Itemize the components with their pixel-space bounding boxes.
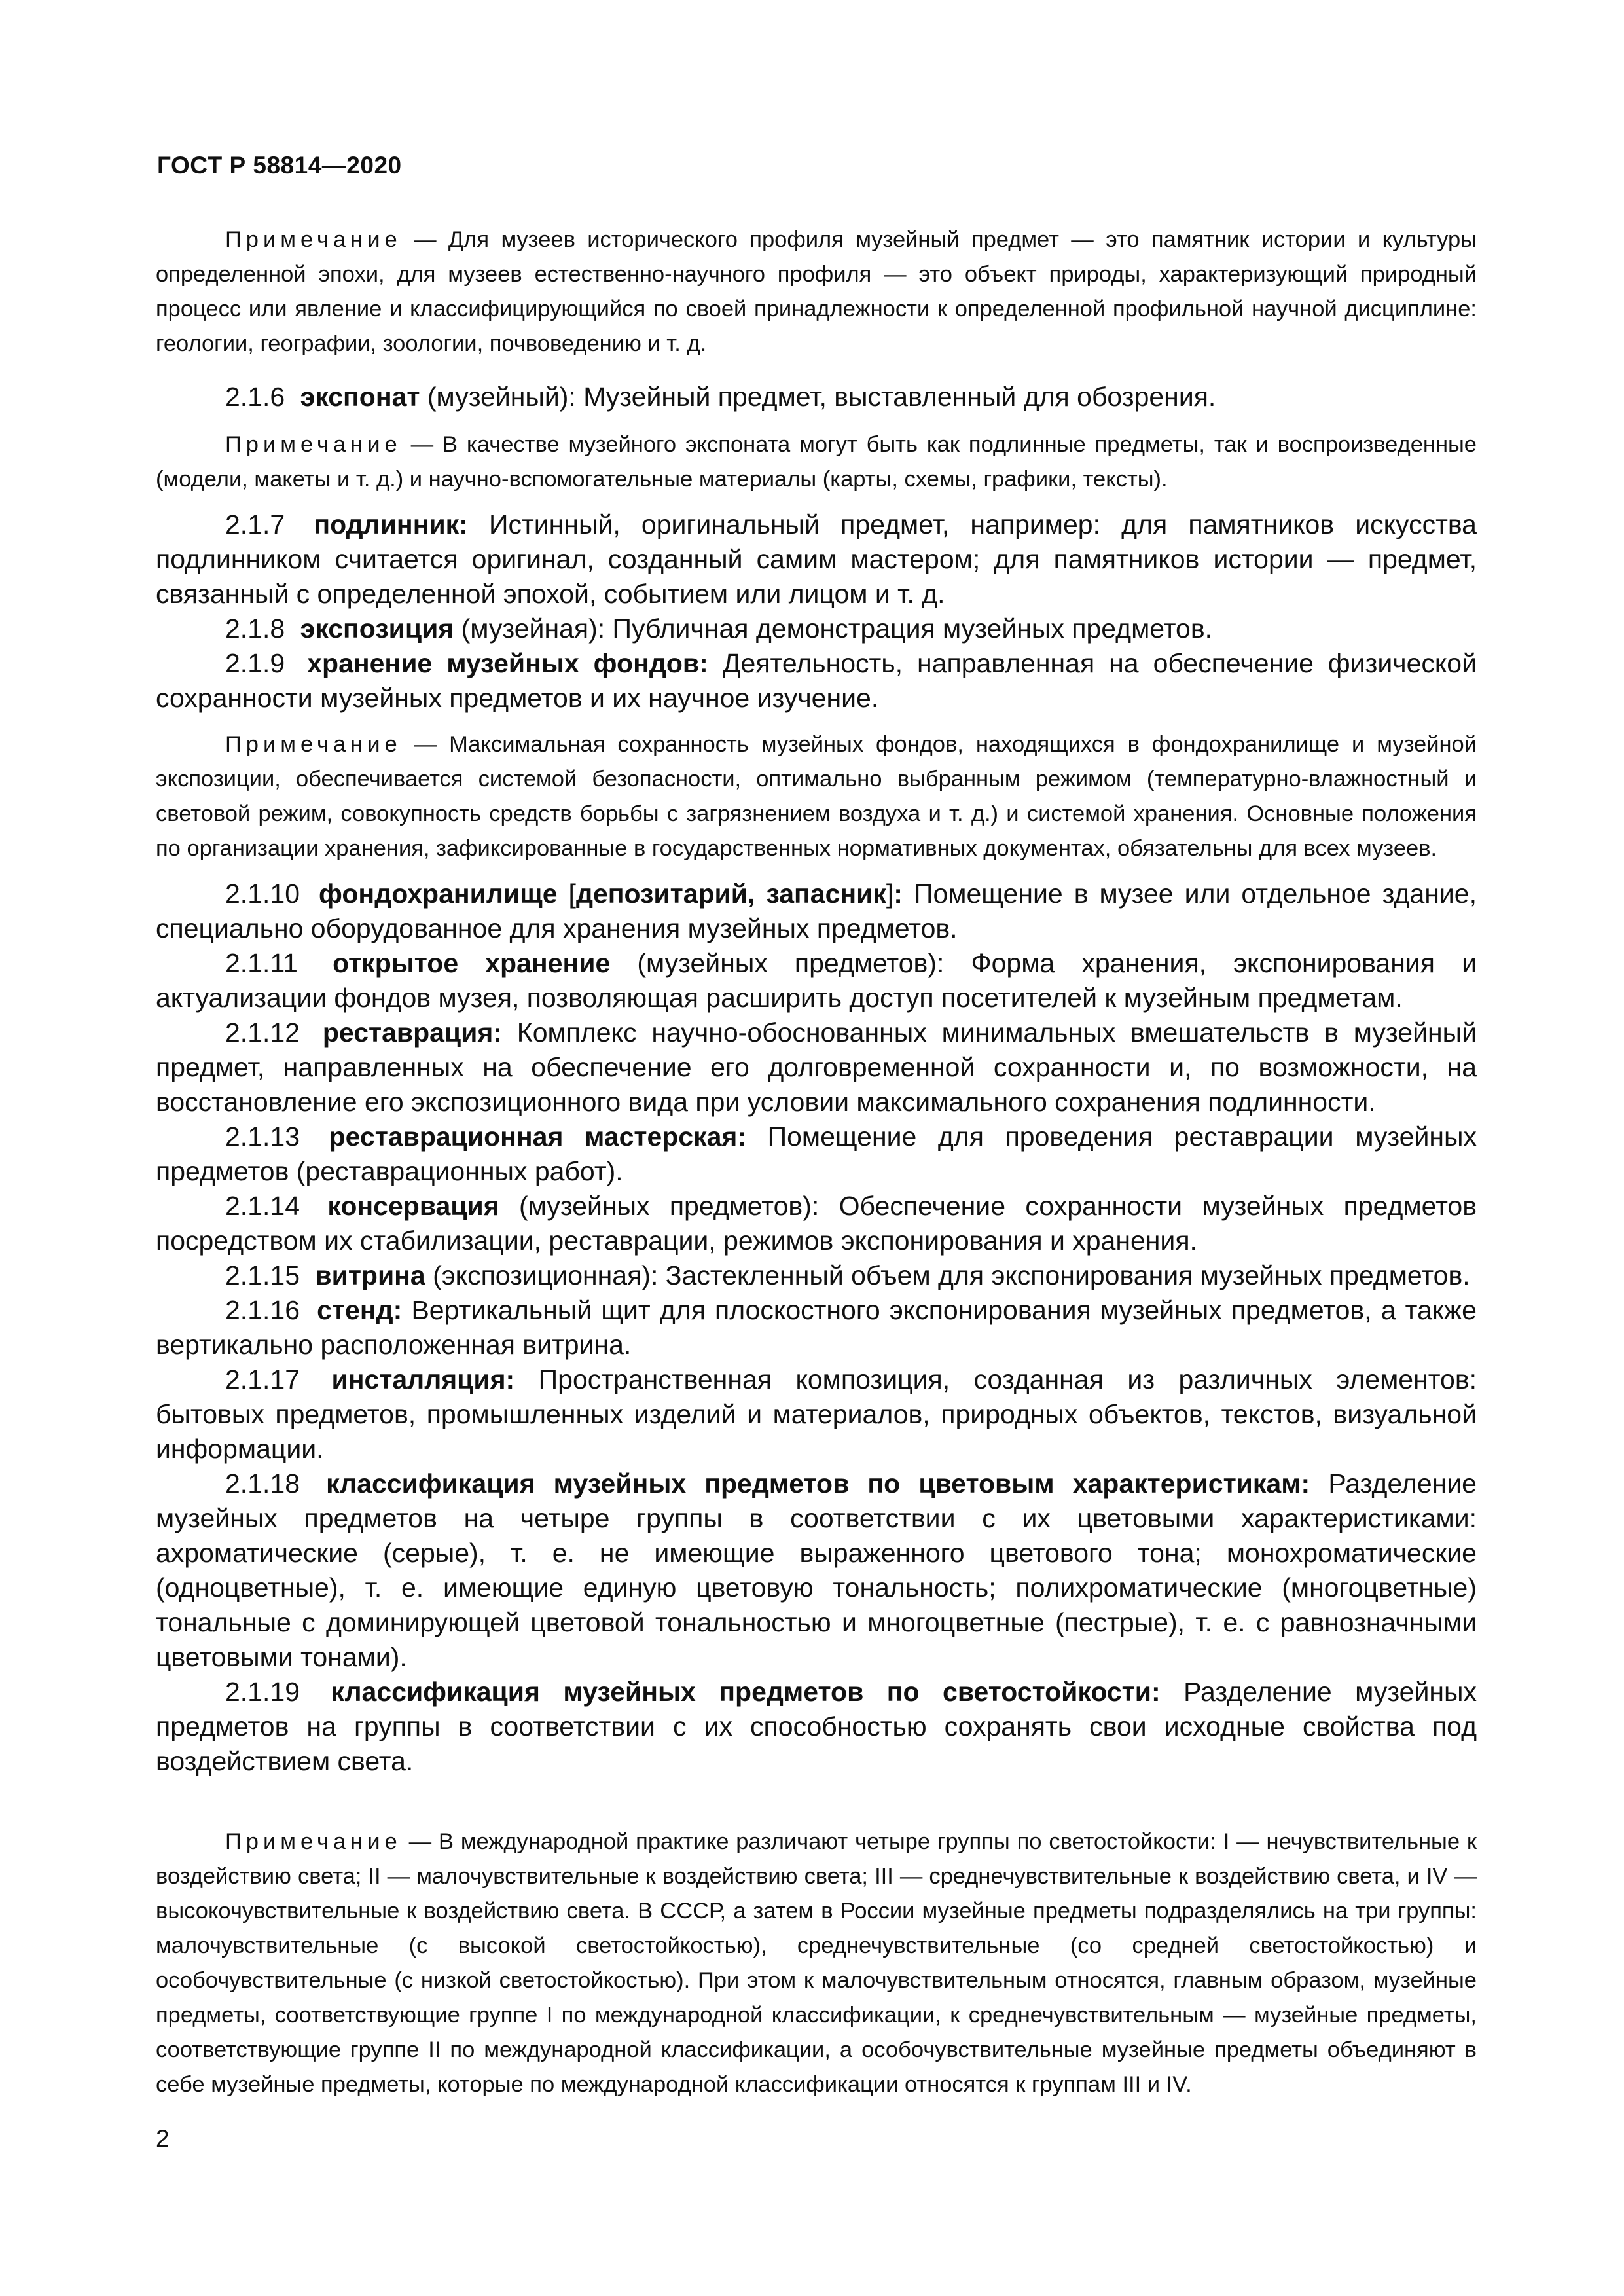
- term-2-1-14: [156, 1189, 1477, 1258]
- note-text: — Максимальная сохранность музейных фондов, находящихся в фондохранилище и музейной экспозиции, обеспечивается системой безопасности, оптимально выбранным режимом (температурно-влажностный и световой режим, совокупность средств борьбы с загрязнением воздуха и т. д.) и системой хранения. Основные положения по организации хранения, зафиксированные в государственных нормативных документах, обязательны для всех музеев.: [156, 732, 1477, 861]
- term-number: 2.1.17: [225, 1364, 300, 1394]
- term-2-1-10: [156, 877, 1477, 946]
- term-qualifier-close: ]: [886, 879, 894, 909]
- note-exhibit: [156, 428, 1477, 497]
- term-definition: : Обеспечение сохранности музейных предметов посредством их стабилизации, реставрации, режимов экспонирования и хранения.: [156, 1191, 1477, 1256]
- term-title: фондохранилище: [319, 879, 558, 909]
- term-title: хранение музейных фондов:: [307, 648, 708, 678]
- term-definition: Истинный, оригинальный предмет, например: для памятников искусства подлинником считается оригинал, созданный самим мастером; для памятников истории — предмет, связанный с определенной эпохой, событием или лицом и т. д.: [156, 509, 1477, 609]
- term-qualifier: (экспозиционная): [425, 1260, 651, 1290]
- term-definition: Вертикальный щит для плоскостного экспонирования музейных предметов, а также вертикально расположенная витрина.: [156, 1295, 1477, 1360]
- term-qualifier: (музейная): [454, 613, 598, 644]
- term-title: экспонат: [300, 382, 420, 412]
- term-qualifier: (музейный): [420, 382, 569, 412]
- note-text: — В качестве музейного экспоната могут быть как подлинные предметы, так и воспроизведенные (модели, макеты и т. д.) и научно-вспомогательные материалы (карты, схемы, графики, тексты).: [156, 432, 1477, 492]
- term-title: реставрационная мастерская:: [329, 1121, 747, 1152]
- term-title: экспозиция: [300, 613, 454, 644]
- term-2-1-17: [156, 1362, 1477, 1467]
- term-title: классификация музейных предметов по цветовым характеристикам:: [326, 1468, 1310, 1499]
- term-number: 2.1.10: [225, 879, 300, 909]
- term-qualifier: (музейных предметов): [610, 948, 937, 978]
- note-label: Примечание: [225, 227, 402, 252]
- note-lightfastness: [156, 1825, 1477, 2102]
- note-text: — В международной практике различают четыре группы по светостойкости: I — нечувствительные к воздействию света; II — малочувствительные к воздействию света; III — среднечувствительные к воздействию света, и IV — высокочувствительные к воздействию света. В СССР, а затем в России музейные предметы подразделялись на три группы: малочувствительные (с высокой светостойкостью), среднечувствительные (со средней светостойкостью) и особочувствительные (с низкой светостойкостью). При этом к малочувствительным относятся, главным образом, музейные предметы, соответствующие группе I по международной классификации, к среднечувствительным — музейные предметы, соответствующие группе II по международной классификации, а особочувствительные музейные предметы объединяют в себе музейные предметы, которые по международной классификации относятся к группам III и IV.: [156, 1829, 1477, 2097]
- term-title: подлинник:: [314, 509, 468, 539]
- term-2-1-9: [156, 646, 1477, 716]
- term-title: консервация: [327, 1191, 499, 1221]
- term-number: 2.1.9: [225, 648, 285, 678]
- note-label: Примечание: [225, 732, 402, 757]
- term-title: инсталляция:: [331, 1364, 515, 1394]
- term-number: 2.1.6: [225, 382, 285, 412]
- term-2-1-18: [156, 1467, 1477, 1675]
- term-2-1-8: [156, 611, 1477, 646]
- page-number: 2: [156, 2125, 170, 2152]
- term-colon: :: [893, 879, 903, 909]
- term-definition: : Публичная демонстрация музейных предметов.: [597, 613, 1213, 644]
- term-synonyms: депозитарий, запасник: [575, 879, 886, 909]
- term-number: 2.1.11: [225, 948, 298, 978]
- term-definition: Помещение в музее или отдельное здание, специально оборудованное для хранения музейных предметов.: [156, 879, 1477, 943]
- term-title: реставрация:: [322, 1017, 502, 1048]
- document-body: [156, 223, 1477, 2102]
- term-number: 2.1.18: [225, 1468, 300, 1499]
- term-title: открытое хранение: [333, 948, 611, 978]
- term-2-1-6: [156, 380, 1477, 414]
- term-definition: : Застекленный объем для экспонирования музейных предметов.: [650, 1260, 1470, 1290]
- note-museum-object: [156, 223, 1477, 361]
- term-definition: Разделение музейных предметов на четыре группы в соответствии с их цветовыми характеристиками: ахроматические (серые), т. е. не имеющие выраженного цветового тона; монохроматические (одноцветные), т. е. имеющие единую цветовую тональность; полихроматические (многоцветные) тональные с доминирующей цветовой тональностью и многоцветные (пестрые), т. е. с равнозначными цветовыми тонами).: [156, 1468, 1477, 1672]
- note-label: Примечание: [225, 1829, 402, 1854]
- term-number: 2.1.7: [225, 509, 285, 539]
- term-title: стенд:: [317, 1295, 403, 1325]
- term-definition: : Музейный предмет, выставленный для обозрения.: [568, 382, 1216, 412]
- term-definition: Деятельность, направленная на обеспечение физической сохранности музейных предметов и их научное изучение.: [156, 648, 1477, 713]
- term-definition: Разделение музейных предметов на группы в соответствии с их способностью сохранять свои исходные свойства под воздействием света.: [156, 1677, 1477, 1776]
- term-qualifier: [: [557, 879, 576, 909]
- term-number: 2.1.14: [225, 1191, 300, 1221]
- term-number: 2.1.16: [225, 1295, 300, 1325]
- term-qualifier: (музейных предметов): [499, 1191, 812, 1221]
- term-2-1-15: [156, 1258, 1477, 1293]
- term-definition: Комплекс научно-обоснованных минимальных вмешательств в музейный предмет, направленных на обеспечение его долговременной сохранности и, по возможности, на восстановление его экспозиционного вида при условии максимального сохранения подлинности.: [156, 1017, 1477, 1117]
- term-number: 2.1.8: [225, 613, 285, 644]
- note-label: Примечание: [225, 432, 402, 457]
- term-2-1-12: [156, 1015, 1477, 1120]
- term-number: 2.1.19: [225, 1677, 300, 1707]
- term-2-1-11: [156, 946, 1477, 1015]
- term-title: классификация музейных предметов по светостойкости:: [331, 1677, 1161, 1707]
- note-text: — Для музеев исторического профиля музейный предмет — это памятник истории и культуры определенной эпохи, для музеев естественно-научного профиля — это объект природы, характеризующий природный процесс или явление и классифицирующийся по своей принадлежности к определенной профильной научной дисциплине: геологии, географии, зоологии, почвоведению и т. д.: [156, 227, 1477, 356]
- term-title: витрина: [315, 1260, 425, 1290]
- term-definition: Пространственная композиция, созданная из различных элементов: бытовых предметов, промышленных изделий и материалов, природных объектов, текстов, визуальной информации.: [156, 1364, 1477, 1464]
- term-2-1-19: [156, 1675, 1477, 1779]
- term-2-1-13: [156, 1120, 1477, 1189]
- term-number: 2.1.13: [225, 1121, 300, 1152]
- term-2-1-7: [156, 507, 1477, 611]
- term-2-1-16: [156, 1293, 1477, 1362]
- note-storage: [156, 727, 1477, 866]
- term-number: 2.1.15: [225, 1260, 300, 1290]
- term-definition: Помещение для проведения реставрации музейных предметов (реставрационных работ).: [156, 1121, 1477, 1186]
- term-definition: : Форма хранения, экспонирования и актуализации фондов музея, позволяющая расширить доступ посетителей к музейным предметам.: [156, 948, 1477, 1013]
- term-number: 2.1.12: [225, 1017, 300, 1048]
- document-header: ГОСТ Р 58814—2020: [157, 152, 402, 179]
